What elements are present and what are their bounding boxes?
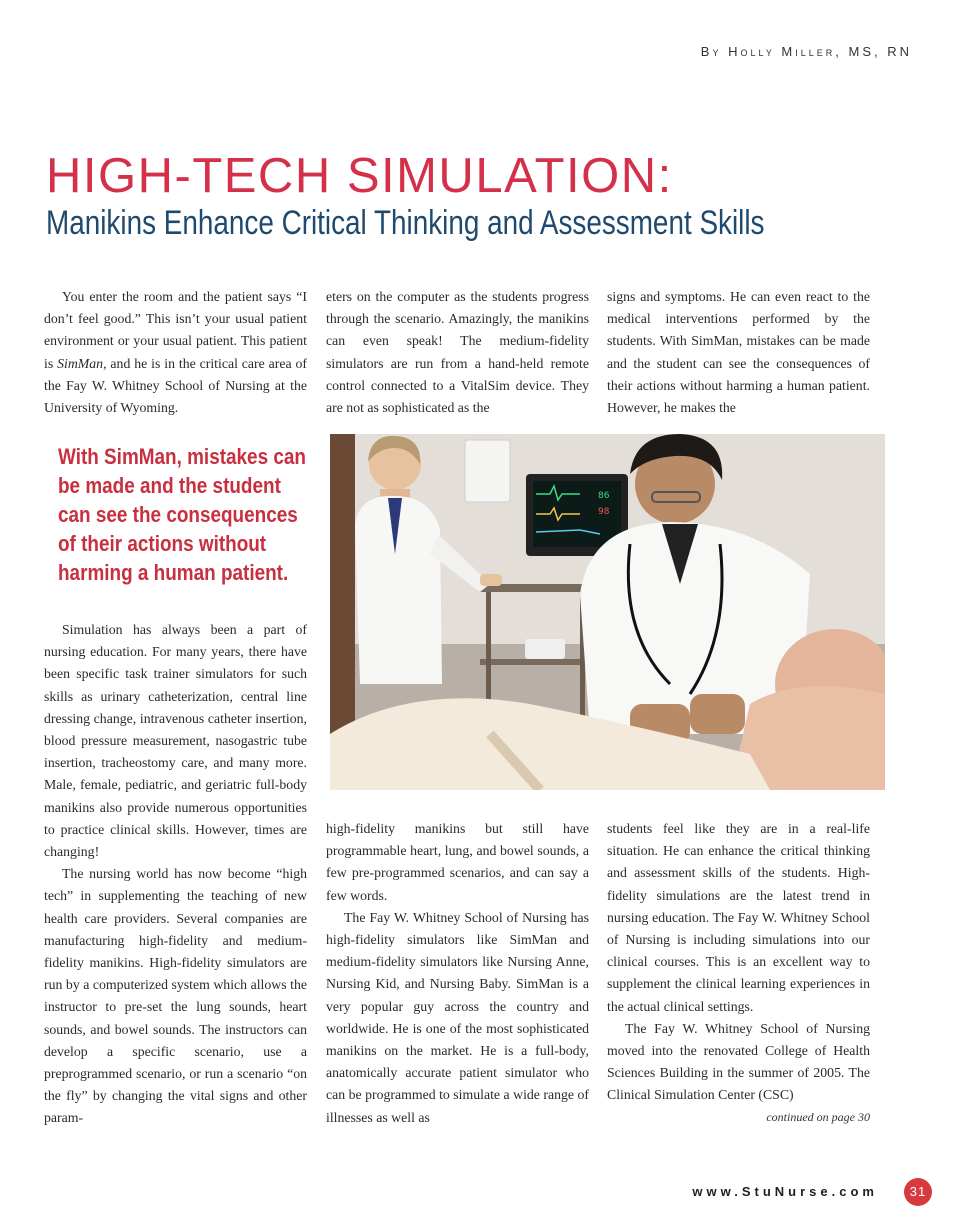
paragraph: signs and symptoms. He can even react to the medical interventions performed by the students. With SimMan, mistakes can be made and the student can see the consequences of their actions without harming a human patient. However, he makes the <box>607 289 870 416</box>
column-3-top <box>607 286 870 419</box>
article-title: HIGH-TECH SIMULATION: <box>46 149 673 203</box>
column-3-bottom <box>607 818 870 1107</box>
footer-website-link[interactable]: www.StuNurse.com <box>692 1184 878 1199</box>
column-2-top <box>326 286 589 419</box>
photo-simulation-lab <box>330 434 885 790</box>
paragraph: high-fidelity manikins but still have programmable heart, lung, and bowel sounds, a few pre-programmed scenarios, and can say a few words. <box>326 821 589 903</box>
photo-illustration <box>330 434 885 790</box>
svg-text:98: 98 <box>598 507 610 517</box>
svg-text:86: 86 <box>598 491 610 501</box>
column-1-bottom <box>44 619 307 1130</box>
column-1-top <box>44 286 307 419</box>
byline: By Holly Miller, MS, RN <box>700 44 912 59</box>
paragraph: Simulation has always been a part of nursing education. For many years, there have been specific task trainer simulators for such skills as urinary catheterization, central line dressing change, intravenous catheter insertion, blood pressure measurement, nasogastric tube insertion, tracheostomy care, and many more. Male, female, pediatric, and geriatric full-body manikins also provide numerous opportunities to practice clinical skills. However, times are changing! <box>44 622 307 860</box>
paragraph: The Fay W. Whitney School of Nursing moved into the renovated College of Health Sciences Building in the summer of 2005. The Clinical Simulation Center (CSC) <box>607 1020 870 1103</box>
article-subtitle: Manikins Enhance Critical Thinking and Assessment Skills <box>46 204 765 242</box>
paragraph: The nursing world has now become “high tech” in supplementing the teaching of new health care providers. Several companies are manufacturing high-fidelity and medium-fidelity manikins. High-fidelity simulators are run by a computerized system which allows the instructor to pre-set the lung sounds, heart sounds, and bowel sounds. The instructors can develop a specific scenario, use a preprogrammed scenario, or run a scenario “on the fly” by changing the vital signs and other param- <box>44 866 307 1126</box>
continued-note: continued on page 30 <box>766 1110 870 1124</box>
paragraph: The Fay W. Whitney School of Nursing has high-fidelity simulators like SimMan and medium-fidelity simulators like Nursing Anne, Nursing Kid, and Nursing Baby. SimMan is a very popular guy across the country and worldwide. He is one of the most sophisticated manikins on the market. He is a full-body, anatomically accurate patient simulator who can be programmed to simulate a wide range of illnesses as well as <box>326 909 589 1125</box>
pull-quote: With SimMan, mistakes can be made and the student can see the consequences of their actions without harming a human patient. <box>58 444 306 585</box>
column-2-bottom <box>326 818 589 1129</box>
page-number-badge: 31 <box>904 1178 932 1206</box>
paragraph: eters on the computer as the students progress through the scenario. Amazingly, the manikins can even speak! The medium-fidelity simulators are run from a hand-held remote control connected to a VitalSim device. They are not as sophisticated as the <box>326 289 589 416</box>
intro-paragraph: You enter the room and the patient says “I don’t feel good.” This isn’t your usual patient environment or your usual patient. This patient is SimMan, and he is in the critical care area of the Fay W. Whitney School of Nursing at the University of Wyoming. <box>44 289 307 416</box>
paragraph: students feel like they are in a real-life situation. He can enhance the critical thinking and assessment skills of the students. High-fidelity simulations are the latest trend in nursing education. The Fay W. Whitney School of Nursing is including simulations into our clinical courses. This is an excellent way to supplement the clinical learning experiences in the actual clinical settings. <box>607 821 870 1014</box>
